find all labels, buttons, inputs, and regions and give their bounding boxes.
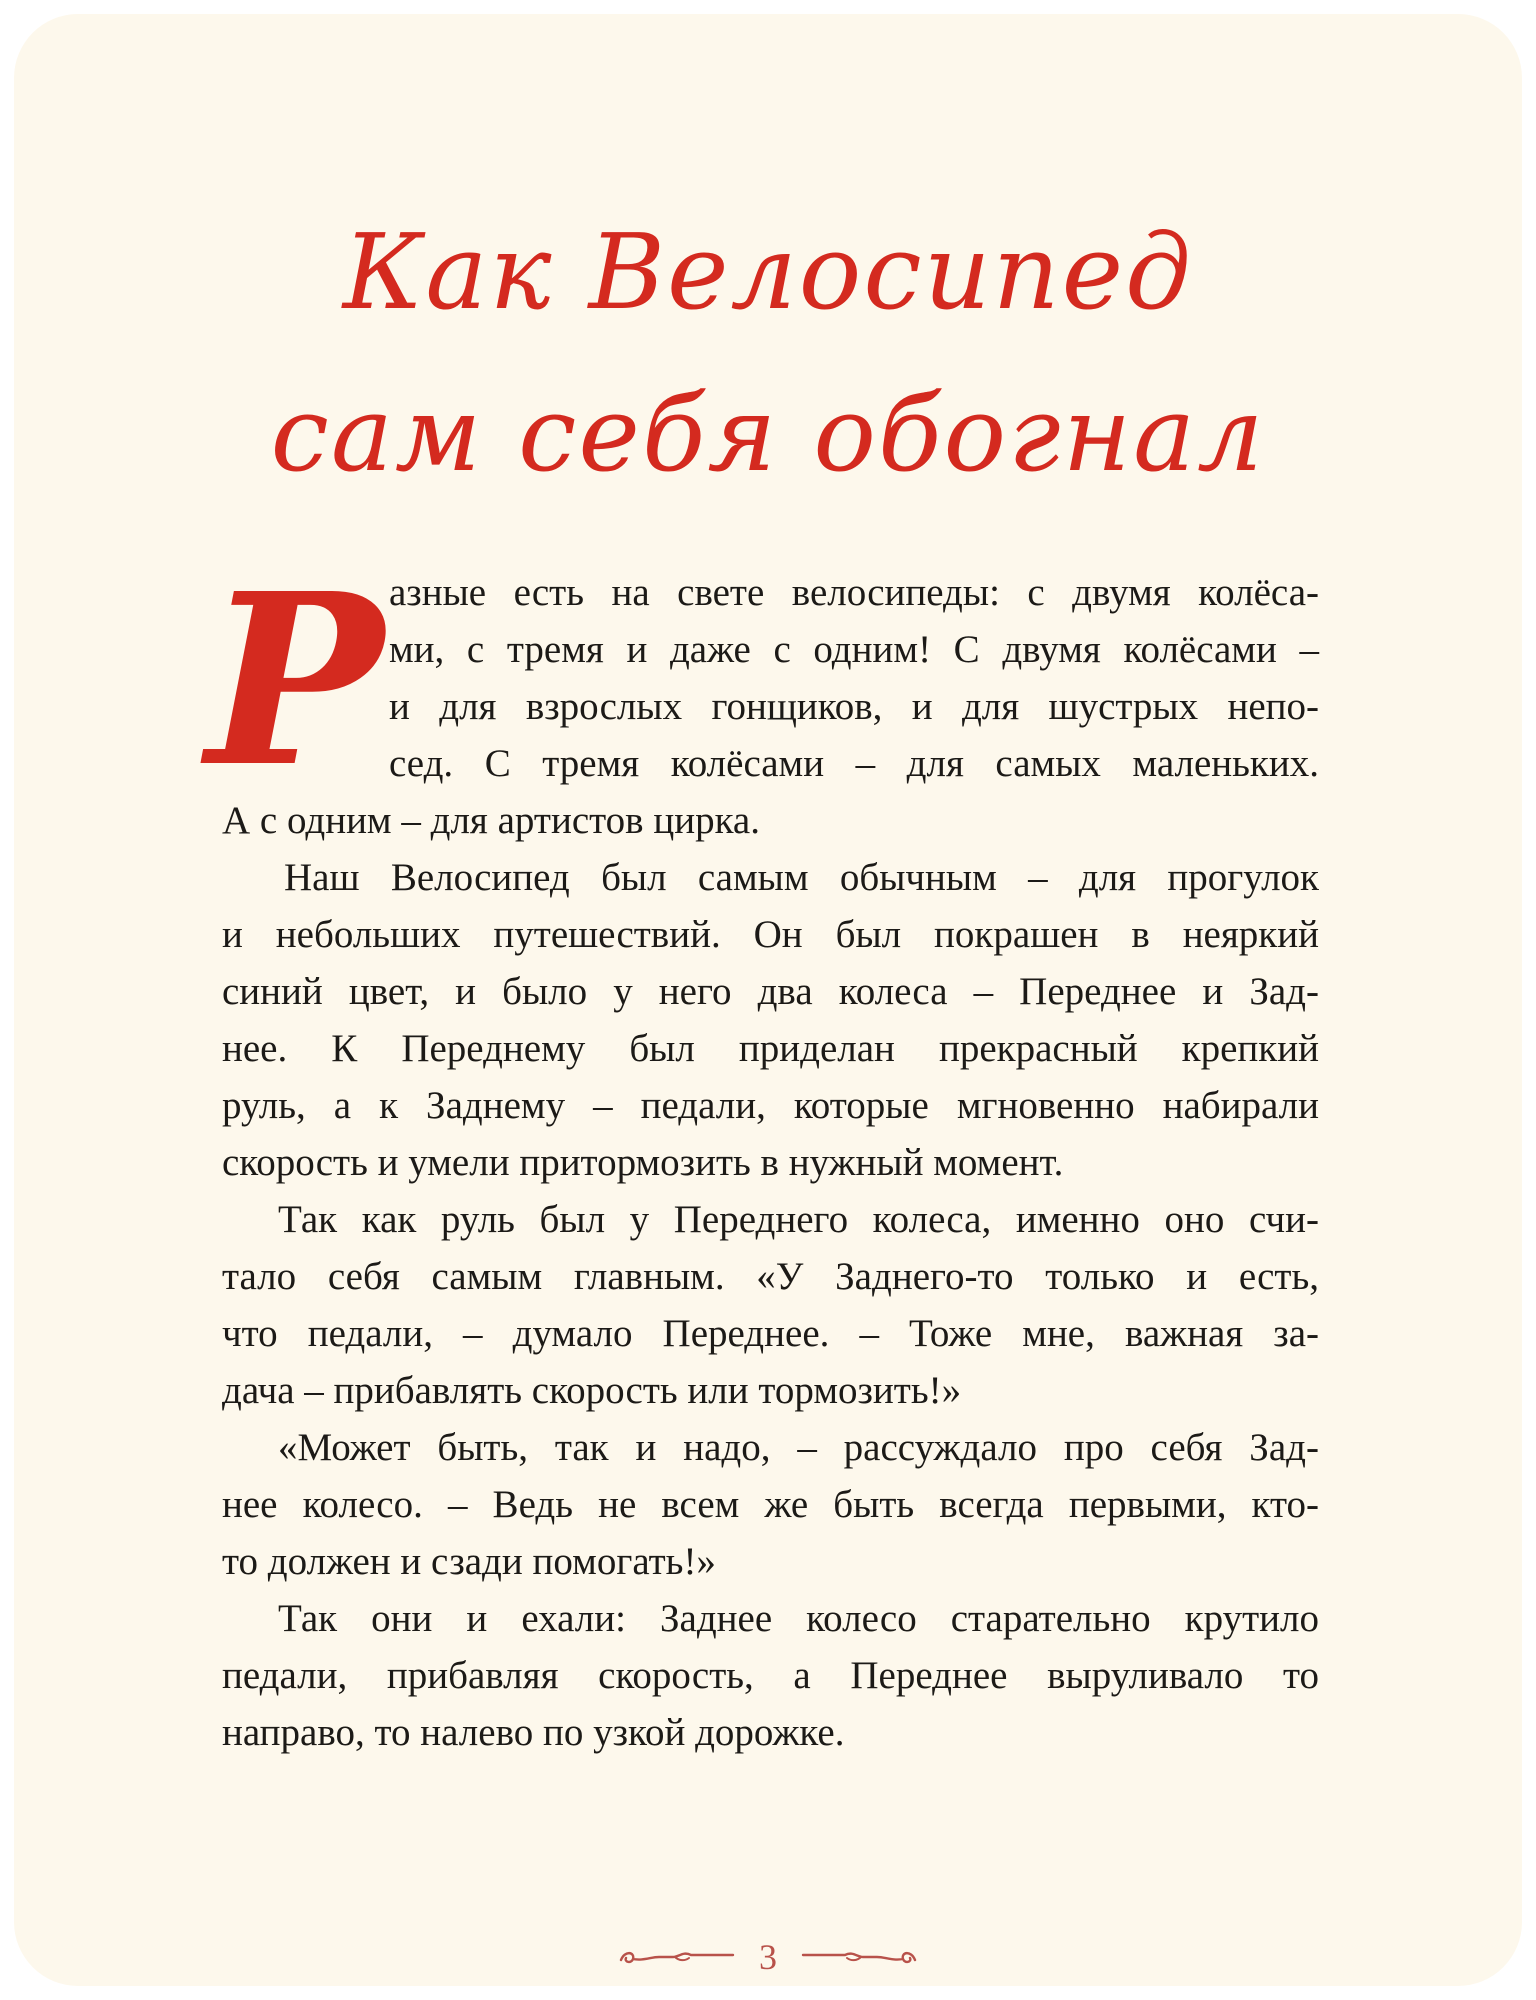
text-line: нее колесо. – Ведь не всем же быть всегда первыми, кто-: [222, 1483, 1319, 1526]
text-line: педали, прибавляя скорость, а Переднее выруливало то: [222, 1654, 1319, 1697]
text-line: Так они и ехали: Заднее колесо старательно крутило: [278, 1597, 1319, 1640]
text-line: что педали, – думало Переднее. – Тоже мне, важная за-: [222, 1312, 1319, 1355]
text-line: азные есть на свете велосипеды: с двумя колёса-: [389, 571, 1319, 614]
right-flourish-icon: [799, 1944, 919, 1970]
text-line: Наш Велосипед был самым обычным – для прогулок: [284, 856, 1319, 899]
text-line: дача – прибавлять скорость или тормозить!»: [222, 1369, 962, 1412]
text-line: Так как руль был у Переднего колеса, именно оно счи-: [278, 1198, 1319, 1241]
drop-cap: Р: [206, 541, 384, 819]
text-line: и для взрослых гонщиков, и для шустрых непо-: [389, 685, 1319, 728]
book-page: [14, 14, 1522, 1986]
story-title-line-1: Как Велосипед: [342, 211, 1194, 333]
page-number: 3: [759, 1937, 777, 1977]
text-line: нее. К Переднему был приделан прекрасный крепкий: [222, 1027, 1319, 1070]
text-line: ми, с тремя и даже с одним! С двумя колёсами –: [389, 628, 1319, 671]
text-line: синий цвет, и было у него два колеса – Переднее и Зад-: [222, 970, 1319, 1013]
page-folio: [14, 1936, 1522, 1978]
left-flourish-icon: [617, 1944, 737, 1970]
text-line: направо, то налево по узкой дорожке.: [222, 1711, 845, 1754]
text-line: тало себя самым главным. «У Заднего-то только и есть,: [222, 1255, 1319, 1298]
text-line: «Может быть, так и надо, – рассуждало про себя Зад-: [278, 1426, 1319, 1469]
text-line: А с одним – для артистов цирка.: [222, 799, 760, 842]
text-line: руль, а к Заднему – педали, которые мгновенно набирали: [222, 1084, 1319, 1127]
text-line: то должен и сзади помогать!»: [222, 1540, 716, 1583]
story-title-line-2: сам себя обогнал: [270, 373, 1266, 495]
text-line: сед. С тремя колёсами – для самых маленьких.: [389, 742, 1319, 785]
text-line: и небольших путешествий. Он был покрашен в неяркий: [222, 913, 1319, 956]
text-line: скорость и умели притормозить в нужный момент.: [222, 1141, 1064, 1184]
